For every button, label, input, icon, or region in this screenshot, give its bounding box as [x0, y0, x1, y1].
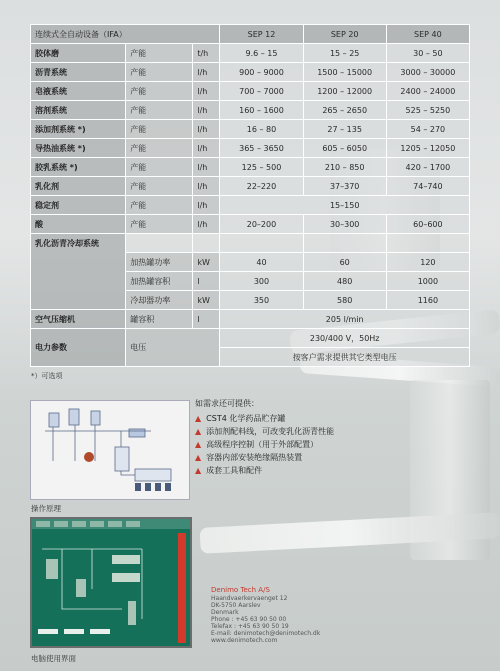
company-address [211, 586, 320, 644]
phone-line: Phone : +45 63 90 50 00 [211, 616, 287, 623]
model-header: SEP 20 [303, 25, 386, 44]
company-name: Denimo Tech A/S [211, 586, 270, 594]
diagram-caption: 操作原理 [31, 504, 61, 513]
address-line: Denmark [211, 609, 239, 616]
table-row: 电力参数 电压 230/400 V，50Hz [31, 329, 470, 348]
triangle-bullet-icon: ▲ [195, 440, 202, 449]
process-schematic [31, 401, 189, 499]
address-line: Haandvaerkervaenget 12 [211, 595, 288, 602]
options-list [195, 398, 395, 477]
table-row: 乳化剂 产能 l/h 22–220 37–370 74–740 [31, 177, 470, 196]
table-row: 加热罐功率 kW 40 60 120 [31, 253, 470, 272]
table-title: 连续式全自动设备（IFA） [31, 25, 220, 44]
table-row: 添加剂系统 *) 产能 l/h 16 – 80 27 – 135 54 – 270 [31, 120, 470, 139]
list-item: ▲ 成套工具和配件 [195, 466, 263, 475]
triangle-bullet-icon: ▲ [195, 466, 202, 475]
table-row: 导热油系统 *) 产能 l/h 365 – 3650 605 – 6050 1205 – 12050 [31, 139, 470, 158]
table-header-row [31, 25, 470, 44]
email-line: E-mail: denimotech@denimotech.dk [211, 630, 321, 637]
triangle-bullet-icon: ▲ [195, 453, 202, 462]
spec-table [30, 24, 470, 367]
options-intro: 如需求还可提供： [195, 399, 259, 408]
table-row: 酸 产能 l/h 20–200 30–300 60–600 [31, 215, 470, 234]
table-row: 胶乳系统 *) 产能 l/h 125 – 500 210 – 850 420 – 1700 [31, 158, 470, 177]
list-item: ▲ 容器内部安装绝缘隔热装置 [195, 453, 303, 462]
list-item: ▲ CST4 化学药品贮存罐 [195, 414, 286, 423]
table-row: 稳定剂 产能 l/h 15–150 [31, 196, 470, 215]
address-line: DK-5750 Aarslev [211, 602, 261, 609]
table-row: 加热罐容积 l 300 480 1000 [31, 272, 470, 291]
table-row: 空气压缩机 罐容积 l 205 l/min [31, 310, 470, 329]
model-header: SEP 12 [220, 25, 303, 44]
table-row: 胶体磨 产能 t/h 9.6 – 15 15 – 25 30 – 50 [31, 44, 470, 63]
screen-caption: 电脑使用界面 [31, 654, 76, 663]
model-header: SEP 40 [386, 25, 469, 44]
list-item: ▲ 高级程序控制（用于外部配置） [195, 440, 319, 449]
list-item: ▲ 添加剂配料线，可改变乳化沥青性能 [195, 427, 335, 436]
table-row: 溶剂系统 产能 l/h 160 – 1600 265 – 2650 525 – 5250 [31, 101, 470, 120]
table-row: 冷却器功率 kW 350 580 1160 [31, 291, 470, 310]
fax-line: Telefax : +45 63 90 50 19 [211, 623, 289, 630]
table-row: 按客户需求提供其它类型电压 [31, 348, 470, 367]
computer-interface-image [30, 517, 192, 648]
footnote: *）可选项 [31, 372, 63, 380]
table-row: 沥青系统 产能 l/h 900 – 9000 1500 – 15000 3000 – 30000 [31, 63, 470, 82]
triangle-bullet-icon: ▲ [195, 427, 202, 436]
triangle-bullet-icon: ▲ [195, 414, 202, 423]
process-diagram [30, 400, 190, 500]
table-row: 乳化沥青冷却系统 [31, 234, 470, 253]
hmi-screenshot [32, 519, 190, 646]
website-line: www.denimotech.com [211, 637, 278, 644]
table-row: 皂液系统 产能 l/h 700 – 7000 1200 – 12000 2400 – 24000 [31, 82, 470, 101]
